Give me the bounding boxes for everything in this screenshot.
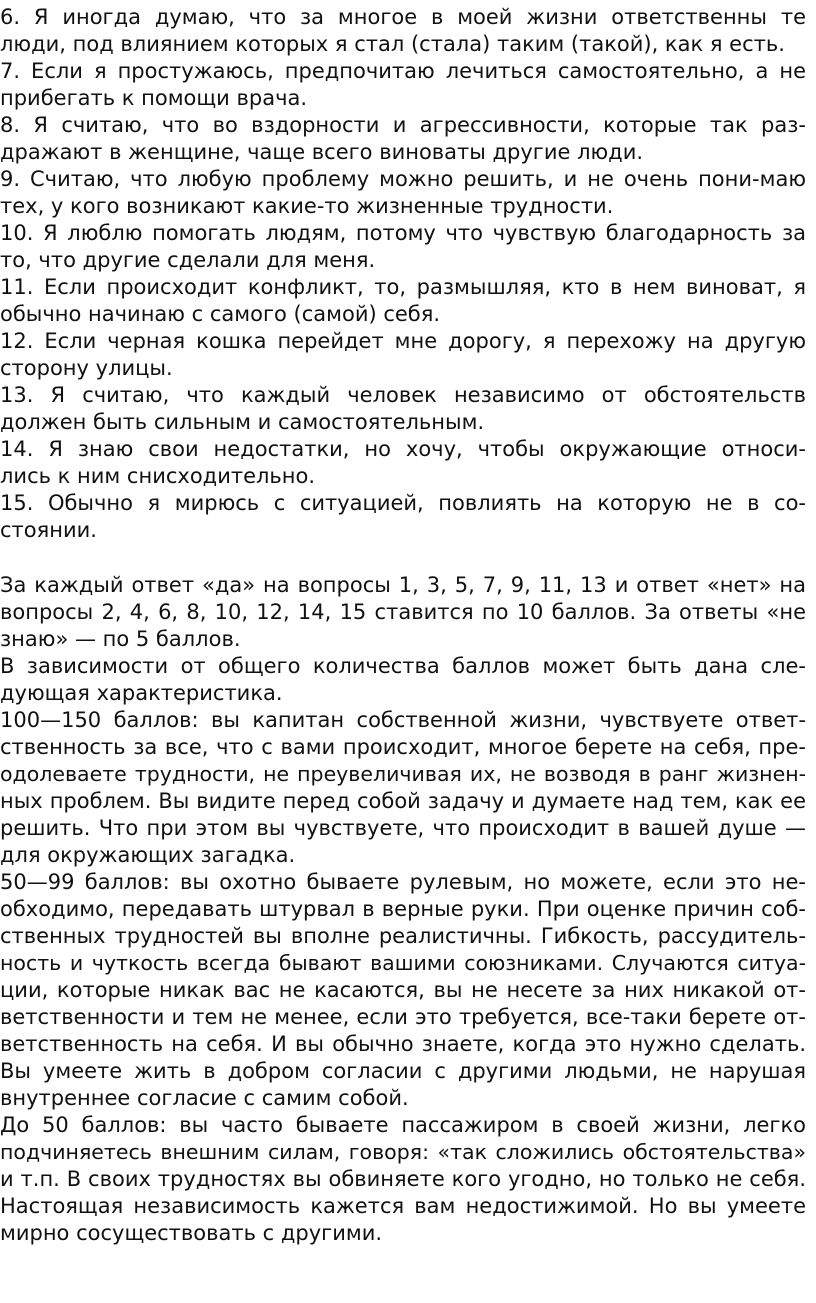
text-line: ных проблем. Вы видите перед собой задачу и думаете над тем, как ее	[0, 789, 806, 813]
text-line: ции, которые никак вас не касаются, вы не несете за них никакой от-	[0, 978, 806, 1002]
text-line: 6. Я иногда думаю, что за многое в моей жизни ответственны те	[0, 5, 806, 29]
text-line: внутреннее согласие с самим собой.	[0, 1086, 409, 1110]
text-line: 7. Если я простужаюсь, предпочитаю лечиться самостоятельно, а не	[0, 59, 806, 83]
text-line: решить. Что при этом вы чувствуете, что происходит в вашей душе —	[0, 816, 806, 840]
text-line: 10. Я люблю помогать людям, потому что чувствую благодарность за	[0, 221, 806, 245]
text-line: 12. Если черная кошка перейдет мне дорогу, я перехожу на другую	[0, 329, 806, 353]
text-line: дующая характеристика.	[0, 681, 283, 705]
text-line: 8. Я считаю, что во вздорности и агрессивности, которые так раз-	[0, 113, 806, 137]
text-line: подчиняетесь внешним силам, говоря: «так сложились обстоятельства»	[0, 1140, 806, 1164]
text-line: Вы умеете жить в добром согласии с другими людьми, не нарушая	[0, 1059, 806, 1083]
text-line: 11. Если происходит конфликт, то, размышляя, кто в нем виноват, я	[0, 275, 806, 299]
text-line: должен быть сильным и самостоятельным.	[0, 410, 485, 434]
text-line: сторону улицы.	[0, 356, 173, 380]
text-line: люди, под влиянием которых я стал (стала) таким (такой), как я есть.	[0, 32, 785, 56]
text-line: 14. Я знаю свои недостатки, но хочу, чтобы окружающие относи-	[0, 437, 806, 461]
text-line: ственность за все, что с вами происходит, многое берете на себя, пре-	[0, 735, 806, 759]
text-line: ственных трудностей вы вполне реалистичны. Гибкость, рассудитель-	[0, 924, 806, 948]
text-line: Настоящая независимость кажется вам недостижимой. Но вы умеете	[0, 1194, 806, 1218]
text-line: вопросы 2, 4, 6, 8, 10, 12, 14, 15 ставится по 10 баллов. За ответы «не	[0, 600, 806, 624]
text-line: лись к ним снисходительно.	[0, 464, 316, 488]
text-line: для окружающих загадка.	[0, 843, 296, 867]
text-line: В зависимости от общего количества баллов может быть дана сле-	[0, 654, 806, 678]
text-line: знаю» — по 5 баллов.	[0, 627, 241, 651]
text-line: 100—150 баллов: вы капитан собственной жизни, чувствуете ответ-	[0, 708, 806, 732]
text-line: 13. Я считаю, что каждый человек независимо от обстоятельств	[0, 383, 806, 407]
text-line: одолеваете трудности, не преувеличивая их, не возводя в ранг жизнен-	[0, 762, 806, 786]
text-line: и т.п. В своих трудностях вы обвиняете кого угодно, но только не себя.	[0, 1167, 806, 1191]
text-line: ветственности и тем не менее, если это требуется, все-таки берете от-	[0, 1005, 806, 1029]
text-line: ность и чуткость всегда бывают вашими союзниками. Случаются ситуа-	[0, 951, 806, 975]
text-line: прибегать к помощи врача.	[0, 86, 308, 110]
text-line: тех, у кого возникают какие-то жизненные трудности.	[0, 194, 614, 218]
text-line: мирно сосуществовать с другими.	[0, 1221, 383, 1245]
text-line: обычно начинаю с самого (самой) себя.	[0, 302, 441, 326]
text-line: За каждый ответ «да» на вопросы 1, 3, 5, 7, 9, 11, 13 и ответ «нет» на	[0, 573, 806, 597]
text-line: стоянии.	[0, 518, 97, 542]
text-line: то, что другие сделали для меня.	[0, 248, 376, 272]
text-line: 50—99 баллов: вы охотно бываете рулевым, но можете, если это не-	[0, 870, 806, 894]
text-line: 9. Считаю, что любую проблему можно решить, и не очень пони-маю	[0, 167, 806, 191]
text-line: обходимо, передавать штурвал в верные руки. При оценке причин соб-	[0, 897, 806, 921]
text-line: 15. Обычно я мирюсь с ситуацией, повлиять на которую не в со-	[0, 491, 806, 515]
text-line: До 50 баллов: вы часто бываете пассажиром в своей жизни, легко	[0, 1113, 806, 1137]
text-line: дражают в женщине, чаще всего виноваты другие люди.	[0, 140, 644, 164]
text-line: ветственность на себя. И вы обычно знаете, когда это нужно сделать.	[0, 1032, 806, 1056]
